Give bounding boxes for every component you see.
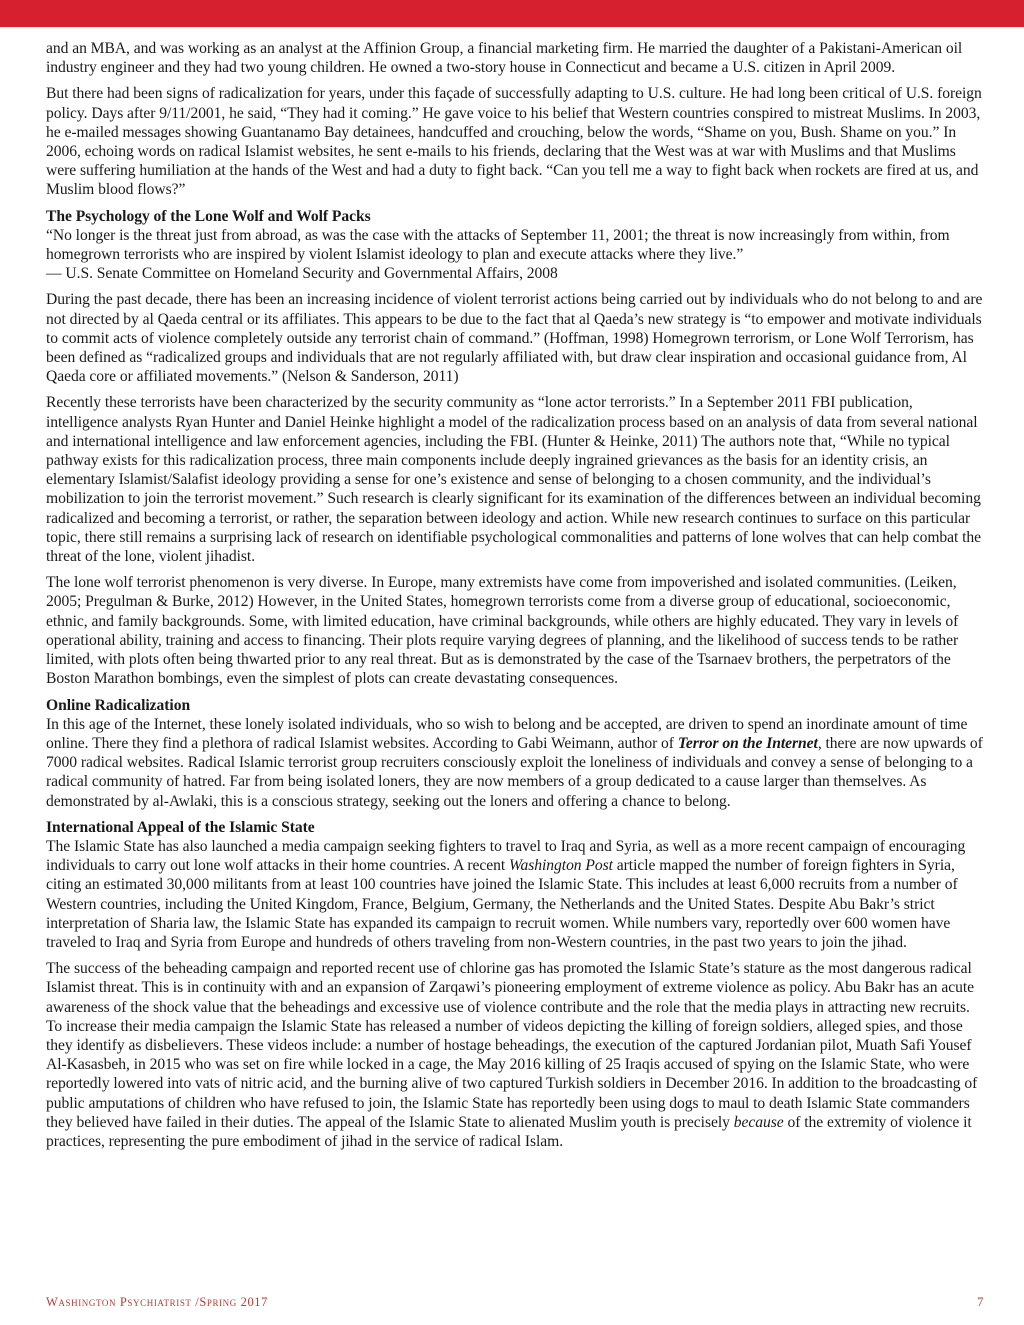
text-run: The Islamic State has also launched a media campaign seeking fighters to travel to Iraq and Syria, as well as a more recent campaign of encouraging individuals to carry out lone wolf attacks in their home countries. A recent <box>46 837 966 875</box>
text-run: of the extremity of violence it practices, representing the pure embodiment of jihad in the service of radical Islam. <box>46 1113 972 1150</box>
paragraph: Recently these terrorists have been characterized by the security community as “lone actor terrorists.” In a September 2011 FBI publication, intelligence analysts Ryan Hunter and Daniel Heinke highlight a model of the radicalization process based on an analysis of data from several national and international intelligence and law enforcement agencies, including the FBI. (Hunter & Heinke, 2011) The authors note that, “While no typical pathway exists for this radicalization process, three main components include deeply ingrained grievances as the basis for an identity crisis, an elementary Islamist/Salafist ideology providing a sense for one’s existence and sense of belonging to a chosen community, and the individual’s mobilization to join the terrorist movement.” Such research is clearly significant for its examination of the differences between an individual becoming radicalized and becoming a terrorist, or rather, the separation between ideology and action. While new research continues to surface on this particular topic, there still remains a surprising lack of research on identifiable psychological commonalities and patterns of lone wolves that can help combat the threat of the lone, violent jihadist. <box>46 394 982 566</box>
book-title: Terror on the Internet <box>677 734 818 752</box>
paragraph: During the past decade, there has been an increasing incidence of violent terrorist actions being carried out by individuals who do not belong to and are not directed by al Qaeda central or its affiliates. This appears to be due to the fact that al Qaeda’s new strategy is “to empower and motivate individuals to commit acts of violence completely outside any terrorist chain of command.” (Hoffman, 1998) Homegrown terrorism, or Lone Wolf Terrorism, has been defined as “radicalized groups and individuals that are not regularly affiliated with, but draw clear inspiration and occasional guidance from, Al Qaeda core or affiliated movements.” (Nelson & Sanderson, 2011) <box>46 291 983 386</box>
page-footer <box>46 1295 984 1310</box>
epigraph-source: — U.S. Senate Committee on Homeland Security and Governmental Affairs, 2008 <box>46 265 558 283</box>
paragraph <box>46 715 984 811</box>
section-heading: The Psychology of the Lone Wolf and Wolf Packs <box>46 207 371 225</box>
epigraph-quote: “No longer is the threat just from abroad, as was the case with the attacks of September 11, 2001; the threat is now increasingly from within, from homegrown terrorists who are inspired by violent Islamist ideology to plan and execute attacks where they live.” <box>46 226 950 264</box>
paragraph <box>46 959 984 1151</box>
emphasis: because <box>733 1113 784 1131</box>
text-run: article mapped the number of foreign fighters in Syria, citing an estimated 30,000 militants from at least 100 countries have joined the Islamic State. This includes at least 6,000 recruits from a number of Western countries, including the United Kingdom, France, Belgium, Germany, the Netherlands and the United States. Despite Abu Bakr’s strict interpretation of Sharia law, the Islamic State has expanded its campaign to recruit women. While numbers vary, reportedly over 600 women have traveled to Iraq and Syria from Europe and hundreds of others traveling from non-Western countries, in the past two years to join the jihad. <box>46 857 958 951</box>
section-heading: International Appeal of the Islamic State <box>46 818 315 836</box>
top-accent-bar <box>0 0 1024 27</box>
text-run: , there are now upwards of 7000 radical websites. Radical Islamic terrorist group recruiters consciously exploit the loneliness of individuals and convey a sense of belonging to a radical community of hatred. Far from being isolated loners, they are now members of a group dedicated to a cause larger than themselves. As demonstrated by al-Awlaki, this is a conscious strategy, seeking out the loners and offering a chance to belong. <box>46 734 983 810</box>
paragraph: But there had been signs of radicalization for years, under this façade of successfully adapting to U.S. culture. He had long been critical of U.S. foreign policy. Days after 9/11/2001, he said, “They had it coming.” He gave voice to his belief that Western countries conspired to mistreat Muslims. In 2003, he e-mailed messages showing Guantanamo Bay detainees, handcuffed and crouching, below the words, “Shame on you, Bush. Shame on you.” In 2006, echoing words on radical Islamist websites, he sent e-mails to his friends, declaring that the West was at war with Muslims and that Muslims were suffering humiliation at the hands of the West and had a duty to fight back. “Can you tell me a way to fight back when rockets are fired at us, and Muslim blood flows?” <box>46 85 982 199</box>
text-run: The success of the beheading campaign and reported recent use of chlorine gas has promoted the Islamic State’s stature as the most dangerous radical Islamist threat. This is in continuity with and an expansion of Zarqawi’s pioneering employment of extreme violence as policy. Abu Bakr has an acute awareness of the shock value that the beheadings and excessive use of violence contribute and the role that the media plays in attracting new recruits. To increase their media campaign the Islamic State has released a number of videos depicting the killing of foreign soldiers, alleged spies, and those they identify as disbelievers. These videos include: a number of hostage beheadings, the execution of the captured Jordanian pilot, Muath Safi Yousef Al-Kasasbeh, in 2015 who was set on fire while locked in a cage, the May 2016 killing of 25 Iraqis accused of spying on the Islamic State, who were reportedly lowered into vats of nitric acid, and the burning alive of two captured Turkish soldiers in December 2016. In addition to the broadcasting of public amputations of children who have refused to join, the Islamic State has reportedly been using dogs to maul to death Islamic State commanders they believed have failed in their duties. The appeal of the Islamic State to alienated Muslim youth is precisely <box>46 960 978 1131</box>
article-body <box>46 39 984 1158</box>
text-run: In this age of the Internet, these lonely isolated individuals, who so wish to belong and be accepted, are driven to spend an inordinate amount of time online. There they find a plethora of radical Islamist websites. According to Gabi Weimann, author of <box>46 715 968 752</box>
page-number: 7 <box>977 1295 984 1309</box>
footer-publication: Washington Psychiatrist /Spring 2017 <box>46 1295 268 1309</box>
publication-title: Washington Post <box>508 857 613 875</box>
paragraph: and an MBA, and was working as an analyst at the Affinion Group, a financial marketing firm. He married the daughter of a Pakistani-American oil industry engineer and they had two young children. He owned a two-story house in Connecticut and became a U.S. citizen in April 2009. <box>46 40 963 77</box>
paragraph: The lone wolf terrorist phenomenon is very diverse. In Europe, many extremists have come from impoverished and isolated communities. (Leiken, 2005; Pregulman & Burke, 2012) However, in the United States, homegrown terrorists come from a diverse group of educational, socioeconomic, ethnic, and family backgrounds. Some, with limited education, have criminal backgrounds, while others are highly educated. They vary in levels of operational ability, training and access to financing. Their plots require varying degrees of planning, and the likelihood of success tends to be rather limited, with plots often being thwarted prior to any real threat. But as is demonstrated by the case of the Tsarnaev brothers, the perpetrators of the Boston Marathon bombings, even the simplest of plots can create devastating consequences. <box>46 574 959 688</box>
paragraph <box>46 837 984 952</box>
section-heading: Online Radicalization <box>46 696 191 714</box>
